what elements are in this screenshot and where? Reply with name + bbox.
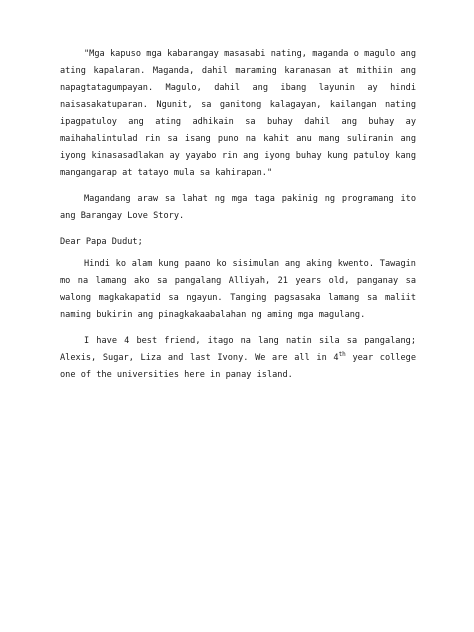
friends-paragraph (60, 333, 416, 384)
intro-paragraph: Hindi ko alam kung paano ko sisimulan ang aking kwento. Tawagin mo na lamang ako sa pangalang Alliyah, 21 years old, panganay sa walong magkakapatid sa ngayun. Tanging pagsasaka lamang sa maliit naming bukirin ang pinagkakaabalahan ng aming mga magulang. (60, 259, 416, 320)
friends-text-end: year college one of the universities here in panay island. (60, 353, 416, 380)
ordinal-superscript: th (338, 351, 346, 359)
quote-paragraph: "Mga kapuso mga kabarangay masasabi nating, maganda o magulo ang ating kapalaran. Maganda, dahil maraming karanasan at mithiin ang napagtatagumpayan. Magulo, dahil ang ibang layunin ay hindi naisasakatuparan. Ngunit, sa ganitong kalagayan, kailangan nating ipagpatuloy ang ating adhikain sa buhay dahil ang buhay ay maihahalintulad rin sa isang puno na kahit anu mang suliranin ang iyong kinasasadlakan ay yayabo rin ang iyong buhay kung patuloy kang mangangarap at tatayo mula sa kahirapan." (60, 49, 416, 178)
paragraph-spacer (60, 182, 416, 191)
letter-salutation: Dear Papa Dudut; (60, 237, 143, 247)
paragraph-spacer (60, 225, 416, 234)
greeting-paragraph: Magandang araw sa lahat ng mga taga pakinig ng programang ito ang Barangay Love Story. (60, 194, 416, 221)
paragraph-spacer (60, 324, 416, 333)
friends-text-start: I have 4 best friend, itago na lang natin sila sa pangalang; Alexis, Sugar, Liza and last Ivony. We are all in 4 (60, 336, 416, 363)
document-body (60, 46, 416, 384)
